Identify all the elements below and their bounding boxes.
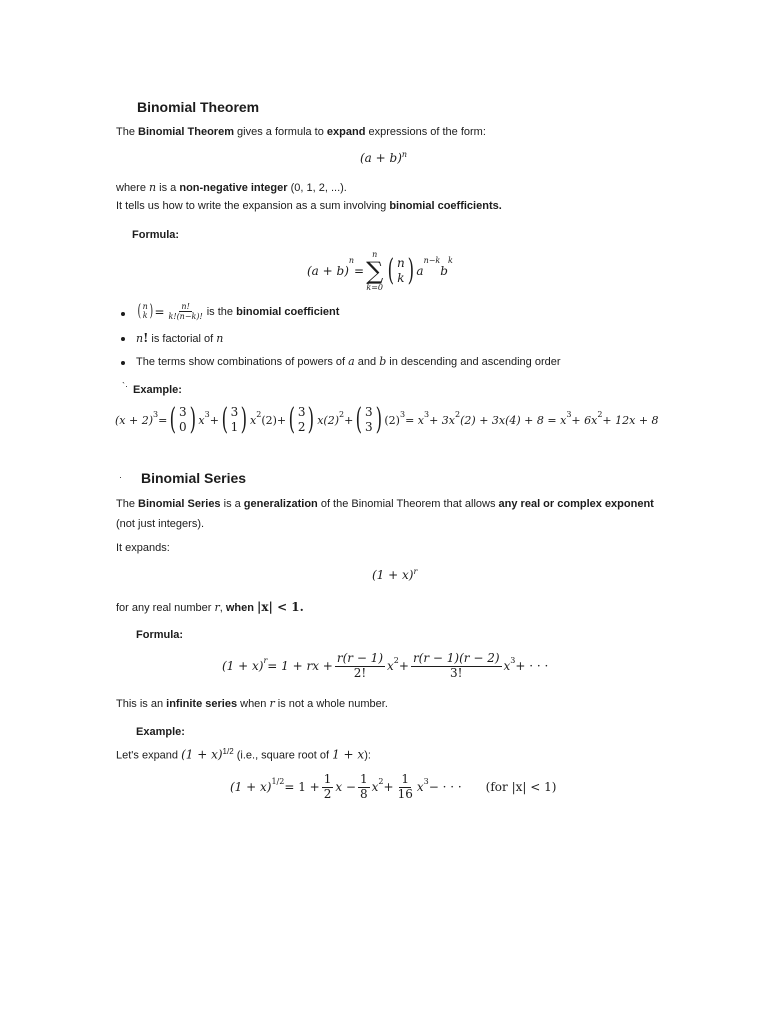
binomial-coefficient: ( n k )	[387, 253, 414, 288]
theorem-example-expansion: (x + 2) $^3$ = ( 3 0 ) x $^3$ + ( 3 1 ) x $^2$ (2) + ( 3 2 ) x(2) $^2$ + ( 3 3 ) (2) $^3$ = x $^3$ + 3x $^2$ (2) + 3x(4) + 8 = x $^3$ + 6x $^2$ + 12x + 8	[115, 402, 659, 437]
bullet-dot	[121, 361, 125, 365]
theorem-example-mark: `·	[122, 381, 128, 391]
theorem-formula-label: Formula:	[132, 229, 180, 241]
series-formula: (1 + x) $^r$ = 1 + rx + $\frac{r(r - 1)}{2!}$ x $^2$ + $\frac{r(r - 1)(r - 2)}{3!}$ x $^3$ + · · ·	[222, 651, 549, 680]
series-mark: ·	[119, 472, 122, 482]
series-example-label: Example:	[136, 726, 185, 738]
bullet-factorial: n! is factorial of n	[136, 331, 224, 345]
theorem-tells: It tells us how to write the expansion as a sum involving binomial coefficients.	[116, 200, 502, 212]
series-expression: $(1 + x)^r$	[372, 567, 418, 582]
theorem-formula: (a + b) $^n$ = n ∑ k=0 ( n k ) a $^{n-k}$ b $^k$	[307, 250, 453, 292]
bullet-binomial-coefficient: ( n k ) = $\frac{n!}{k!(n-k)!}$ is the binomial coefficient	[137, 301, 340, 322]
series-infinite-note: This is an infinite series when r is not a whole number.	[116, 697, 388, 710]
bullet-dot	[121, 312, 125, 316]
bullet-terms: The terms show combinations of powers of a and b in descending and ascending order	[136, 355, 561, 368]
series-intro-cont: (not just integers).	[116, 518, 205, 530]
series-expands: It expands:	[116, 542, 170, 554]
series-formula-label: Formula:	[136, 629, 184, 641]
series-intro: The Binomial Series is a generalization of the Binomial Theorem that allows any real or complex exponent	[116, 498, 654, 510]
theorem-heading: Binomial Theorem	[137, 99, 260, 115]
theorem-example-label: Example:	[133, 384, 182, 396]
theorem-intro: The Binomial Theorem gives a formula to expand expressions of the form:	[116, 126, 486, 138]
series-heading: Binomial Series	[141, 470, 247, 486]
series-example-expansion: (1 + x) $^{1/2}$ = 1 + $\frac{1}{2}$ x − $\frac{1}{8}$ x $^2$ + $\frac{1}{16}$ x $^3$ − · · · (for |x| < 1)	[230, 772, 557, 801]
bullet-dot	[121, 337, 125, 341]
series-condition: for any real number r, when |x| < 1.	[116, 600, 304, 614]
series-lets-expand: Let's expand $(1 + x)^{1/2}$ (i.e., square root of 1 + x):	[116, 747, 371, 762]
theorem-expression: $(a + b)^n$	[360, 150, 408, 165]
theorem-where: where n is a non-negative integer (0, 1, 2, ...).	[116, 181, 347, 194]
sum-symbol: n ∑ k=0	[366, 250, 384, 292]
